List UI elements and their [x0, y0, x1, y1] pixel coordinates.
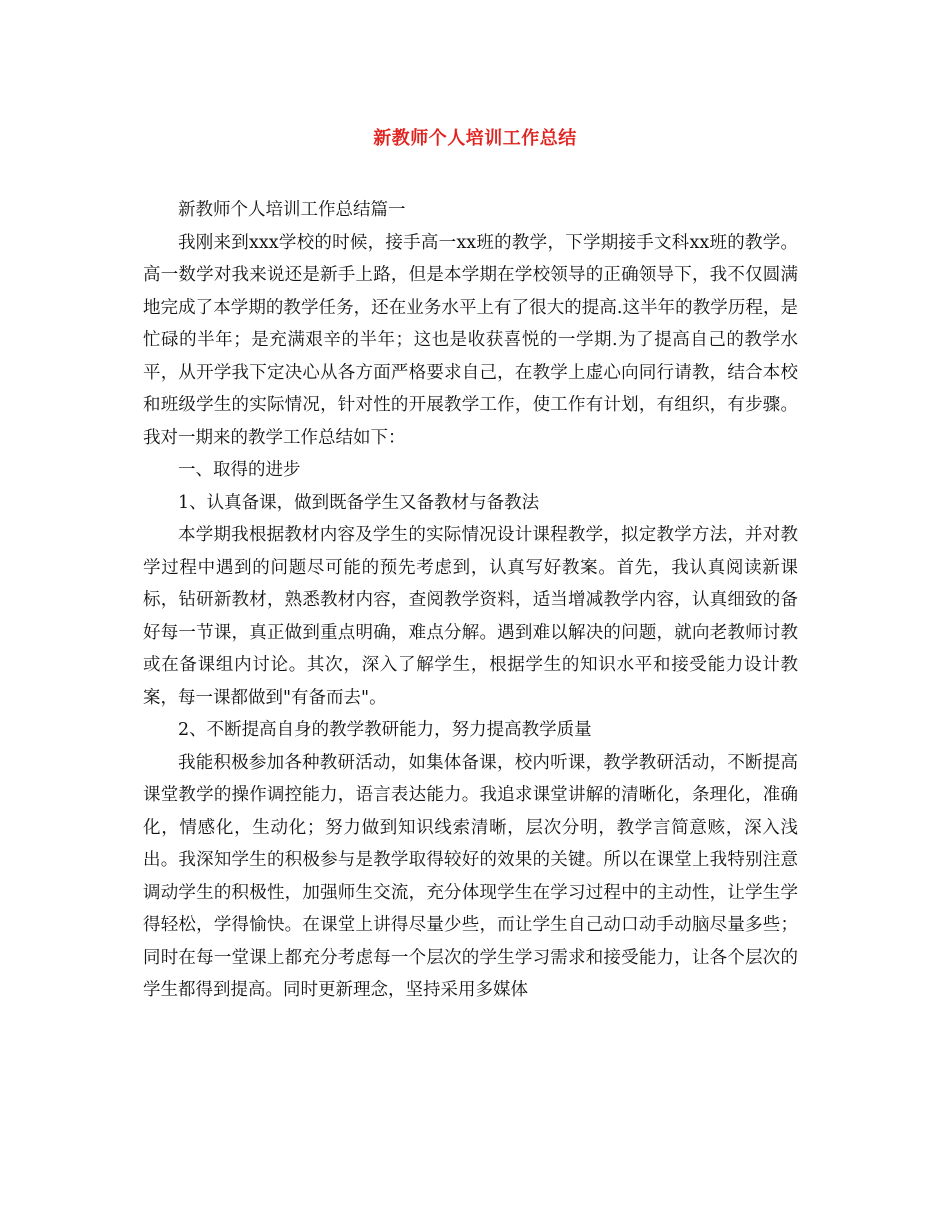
subheading: 2、不断提高自身的教学教研能力，努力提高教学质量 — [178, 720, 592, 740]
paragraph: 本学期我根据教材内容及学生的实际情况设计课程教学，拟定教学方法，并对教学过程中遇到的问题尽可能的预先考虑到，认真写好教案。首先，我认真阅读新课标，钻研新教材，熟悉教材内容，查阅教学资料，适当增减教学内容，认真细致的备好每一节课，真正做到重点明确，难点分解。遇到难以解决的问题，就向老教师讨教或在备课组内讨论。其次，深入了解学生，根据学生的知识水平和接受能力设计教案，每一课都做到"有备而去"。 — [143, 525, 798, 708]
paragraph: 我刚来到xxx学校的时候，接手高一xx班的教学，下学期接手文科xx班的教学。高一数学对我来说还是新手上路，但是本学期在学校领导的正确领导下，我不仅圆满地完成了本学期的教学任务，还在业务水平上有了很大的提高.这半年的教学历程，是忙碌的半年；是充满艰辛的半年；这也是收获喜悦的一学期.为了提高自己的教学水平，从开学我下定决心从各方面严格要求自己，在教学上虚心向同行请教，结合本校和班级学生的实际情况，针对性的开展教学工作，使工作有计划，有组织，有步骤。我对一期来的教学工作总结如下： — [143, 232, 798, 448]
document-body — [143, 194, 798, 1007]
section-heading: 新教师个人培训工作总结篇一 — [178, 200, 406, 220]
subheading: 一、取得的进步 — [178, 460, 301, 480]
document-title: 新教师个人培训工作总结 — [373, 128, 577, 149]
paragraph: 我能积极参加各种教研活动，如集体备课，校内听课，教学教研活动，不断提高课堂教学的操作调控能力，语言表达能力。我追求课堂讲解的清晰化，条理化，准确化，情感化，生动化；努力做到知识线索清晰，层次分明，教学言简意赅，深入浅出。我深知学生的积极参与是教学取得较好的效果的关键。所以在课堂上我特别注意调动学生的积极性，加强师生交流，充分体现学生在学习过程中的主动性，让学生学得轻松，学得愉快。在课堂上讲得尽量少些，而让学生自己动口动手动脑尽量多些；同时在每一堂课上都充分考虑每一个层次的学生学习需求和接受能力，让各个层次的学生都得到提高。同时更新理念，坚持采用多媒体 — [143, 752, 798, 1000]
subheading: 1、认真备课，做到既备学生又备教材与备教法 — [178, 492, 540, 513]
